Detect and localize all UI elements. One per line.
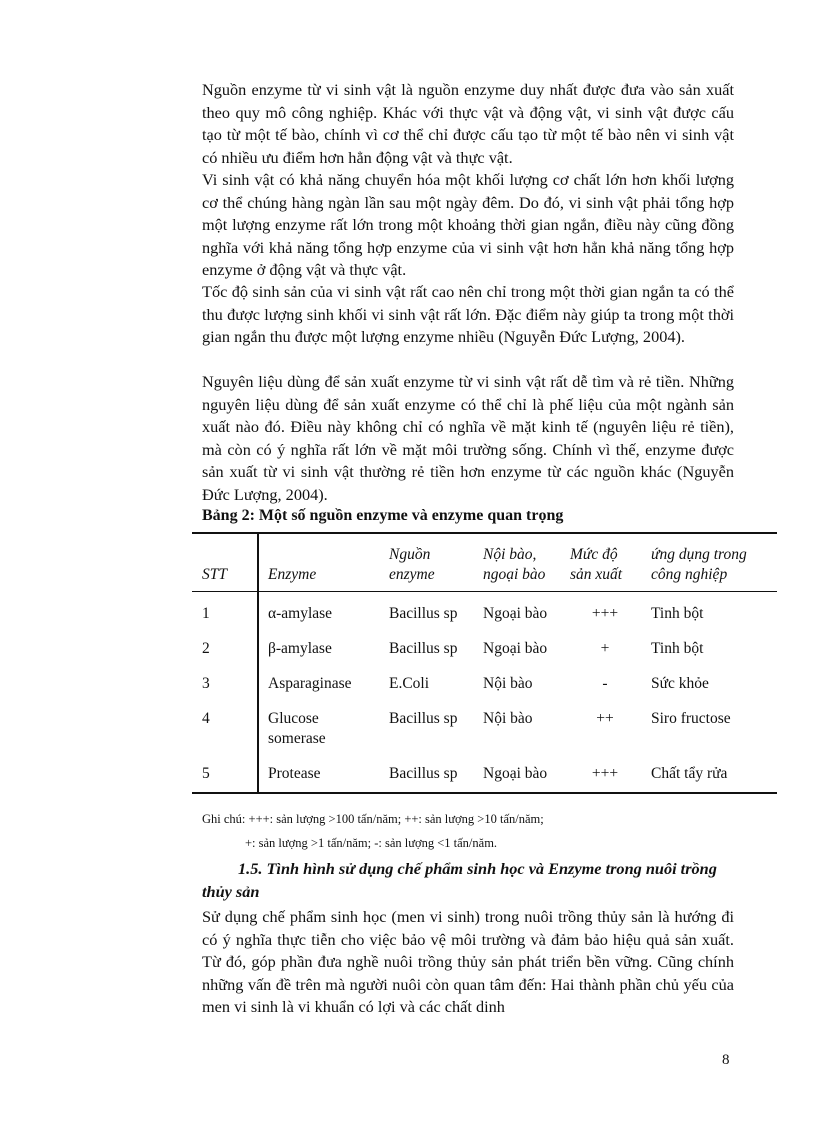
header-industrial-use: ứng dụng trong công nghiệp <box>651 546 747 583</box>
cell-location: Ngoại bào <box>483 605 548 622</box>
table-row <box>192 667 777 702</box>
table-row <box>192 632 777 667</box>
paragraph-raw-materials: Nguyên liệu dùng để sản xuất enzyme từ vi sinh vật rất dễ tìm và rẻ tiền. Những nguyên liệu dùng để sản xuất enzyme có thể chỉ là phế liệu của một ngành sản xuất nào đó. Điều này không chỉ có nghĩa về mặt kinh tế (nguyên liệu rẻ tiền), mà còn có ý nghĩa rất lớn về mặt môi trường sống. Chính vì thế, enzyme được sản xuất từ vi sinh vật thường rẻ tiền hơn enzyme từ các nguồn khác (Nguyễn Đức Lượng, 2004). <box>202 372 734 504</box>
cell-industrial-use: Tinh bột <box>651 605 704 622</box>
cell-stt: 1 <box>192 592 258 633</box>
header-location: Nội bào, ngoại bào <box>483 546 546 583</box>
cell-enzyme: Glucose somerase <box>268 710 326 747</box>
table-row <box>192 702 777 757</box>
cell-industrial-use: Tinh bột <box>651 640 704 657</box>
cell-production-level: +++ <box>591 765 619 782</box>
cell-stt: 2 <box>192 632 258 667</box>
cell-enzyme: β-amylase <box>268 640 332 657</box>
cell-industrial-use: Chất tẩy rửa <box>651 765 728 782</box>
table-note-line-2: +: sản lượng >1 tấn/năm; -: sản lượng <1 tấn/năm. <box>245 836 498 850</box>
paragraph-reproduction: Tốc độ sinh sản của vi sinh vật rất cao nên chỉ trong một thời gian ngắn ta có thể thu được lượng sinh khối vi sinh vật rất lớn. Đặc điểm này giúp ta trong một thời gian ngắn thu được một lượng enzyme nhiều (Nguyễn Đức Lượng, 2004). <box>202 282 734 346</box>
table-row <box>192 757 777 793</box>
cell-production-level: ++ <box>596 710 614 727</box>
paragraph-enzyme-source: Nguồn enzyme từ vi sinh vật là nguồn enzyme duy nhất được đưa vào sản xuất theo quy mô công nghiệp. Khác với thực vật và động vật, vi sinh vật được cấu tạo từ một tế bào, chính vì cơ thể chỉ được cấu tạo từ một tế bào nên vi sinh vật có nhiều ưu điểm hơn hẳn động vật và thực vật. <box>202 80 734 167</box>
cell-stt: 5 <box>192 757 258 793</box>
cell-source: E.Coli <box>389 675 430 692</box>
cell-source: Bacillus sp <box>389 710 458 727</box>
cell-source: Bacillus sp <box>389 765 458 782</box>
header-enzyme: Enzyme <box>268 566 317 583</box>
page-number: 8 <box>722 1052 730 1068</box>
paragraph-probiotics: Sử dụng chế phẩm sinh học (men vi sinh) trong nuôi trồng thủy sản là hướng đi có ý nghĩa thực tiễn cho việc bảo vệ môi trường và đảm bảo hiệu quả sản xuất. Từ đó, góp phần đưa nghề nuôi trồng thủy sản phát triển bền vững. Cũng chính những vấn đề trên mà người nuôi còn quan tâm đến: Hai thành phần chủ yếu của men vi sinh là vi khuẩn có lợi và các chất dinh <box>202 907 734 1016</box>
cell-location: Ngoại bào <box>483 640 548 657</box>
cell-industrial-use: Sức khỏe <box>651 675 709 692</box>
table-caption: Bảng 2: Một số nguồn enzyme và enzyme quan trọng <box>202 507 564 524</box>
cell-location: Ngoại bào <box>483 765 548 782</box>
header-source: Nguồn enzyme <box>389 546 435 583</box>
cell-production-level: +++ <box>591 605 619 622</box>
cell-production-level: - <box>602 675 608 692</box>
cell-enzyme: Protease <box>268 765 321 782</box>
cell-stt: 4 <box>192 702 258 757</box>
cell-enzyme: α-amylase <box>268 605 333 622</box>
cell-industrial-use: Siro fructose <box>651 710 731 727</box>
cell-enzyme: Asparaginase <box>268 675 352 692</box>
cell-source: Bacillus sp <box>389 640 458 657</box>
cell-stt: 3 <box>192 667 258 702</box>
cell-location: Nội bào <box>483 710 533 727</box>
enzyme-table <box>192 532 777 794</box>
paragraph-metabolism: Vi sinh vật có khả năng chuyển hóa một khối lượng cơ chất lớn hơn khối lượng cơ thể chúng hàng ngàn lần sau một ngày đêm. Do đó, vi sinh vật phải tổng hợp một lượng enzyme rất lớn trong một khoảng thời gian ngắn, điều này cũng đồng nghĩa với khả năng tổng hợp enzyme của vi sinh vật hơn hẳn khả năng tổng hợp enzyme ở động vật và thực vật. <box>202 170 734 279</box>
table-header-row <box>192 533 777 592</box>
header-production-level: Mức độ sản xuất <box>570 546 623 583</box>
table-row <box>192 592 777 633</box>
cell-source: Bacillus sp <box>389 605 458 622</box>
section-heading: 1.5. Tình hình sử dụng chế phẩm sinh học và Enzyme trong nuôi trồng thủy sản <box>202 859 717 901</box>
header-stt: STT <box>192 533 258 592</box>
cell-production-level: + <box>600 640 610 657</box>
cell-location: Nội bào <box>483 675 533 692</box>
table-note-line-1: Ghi chú: +++: sản lượng >100 tấn/năm; ++: sản lượng >10 tấn/năm; <box>202 812 544 826</box>
